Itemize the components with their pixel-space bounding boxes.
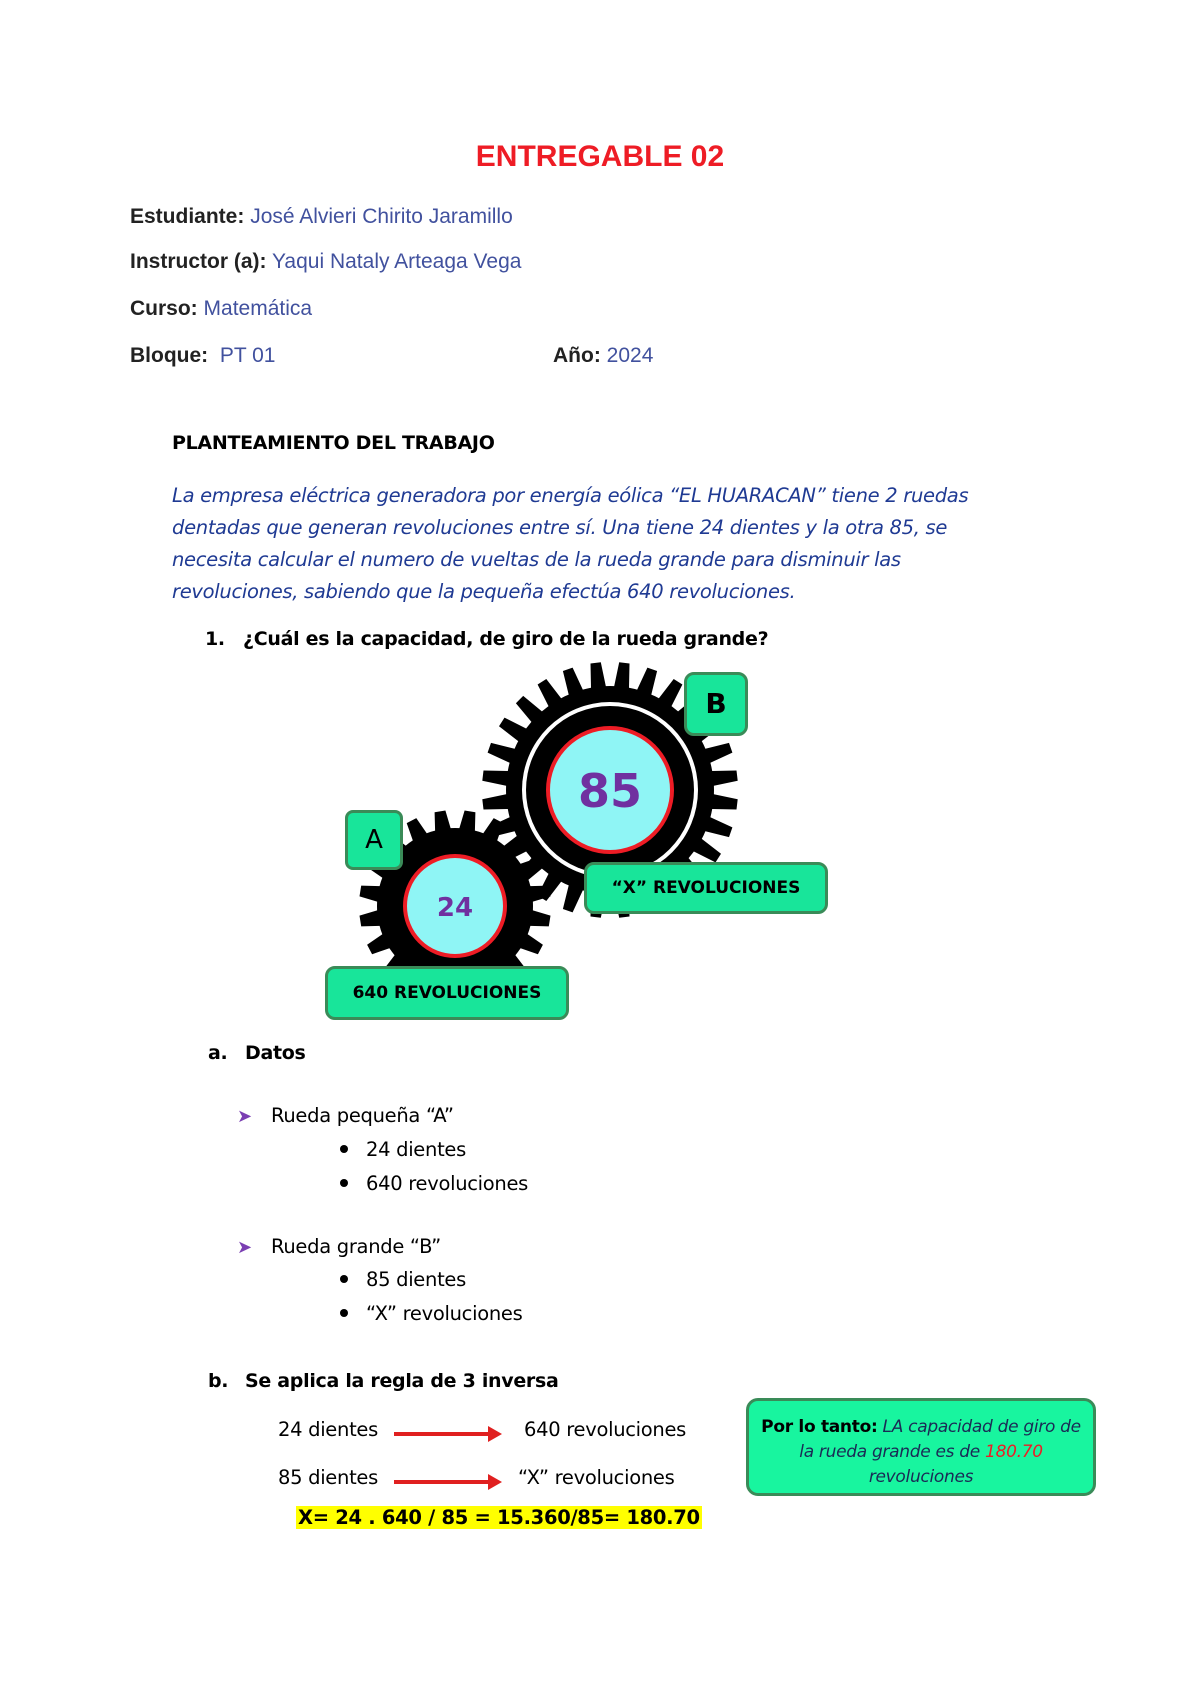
list-item [340,1172,528,1195]
conclusion-text-2: la rueda grande es de [799,1442,986,1462]
rule-row1-left: 24 dientes [278,1418,378,1441]
wheel-b-heading [237,1235,441,1258]
conclusion-text-1: LA capacidad de giro de [877,1417,1081,1437]
statement-line: dentadas que generan revoluciones entre sí. Una tiene 24 dientes y la otra 85, se [172,516,948,539]
student-value: José Alvieri Chirito Jaramillo [250,205,513,228]
red-arrow-icon [394,1432,492,1436]
gear-a-label: A [345,810,403,870]
year-label: Año: [553,344,601,367]
wheel-a-heading [237,1104,454,1127]
question-text: ¿Cuál es la capacidad, de giro de la rueda grande? [243,628,769,650]
rule-title: Se aplica la regla de 3 inversa [245,1370,559,1392]
data-letter: a. [208,1042,228,1064]
instructor-line [130,250,521,274]
student-line: Estudiante: José Alvieri Chirito Jaramillo [130,205,513,228]
statement-line: revoluciones, sabiendo que la pequeña efectúa 640 revoluciones. [172,580,796,603]
gear-b-revolutions-tag: “X” REVOLUCIONES [584,862,828,914]
student-label: Estudiante [130,205,238,228]
list-item [340,1268,466,1291]
document-title: ENTREGABLE 02 [475,140,725,173]
conclusion-bold: Por lo tanto: [761,1417,878,1437]
section-title: PLANTEAMIENTO DEL TRABAJO [172,432,495,454]
rule-row1-right: 640 revoluciones [524,1418,687,1441]
year-line [553,344,653,368]
rule-row2-right: “X” revoluciones [518,1466,675,1489]
bullet-icon [340,1275,348,1283]
conclusion-line-3 [749,1465,1093,1490]
block-label: Bloque: [130,344,209,367]
bullet-icon [340,1145,348,1153]
list-item [340,1138,466,1161]
wheel-b-title: Rueda grande “B” [271,1235,441,1258]
small-gear-teeth-count: 24 [436,893,474,923]
instructor-value: Yaqui Nataly Arteaga Vega [271,250,522,273]
data-heading [208,1042,306,1064]
block-line [130,344,275,368]
statement-line: necesita calcular el numero de vueltas de la rueda grande para disminuir las [172,548,901,571]
arrow-bullet-icon: ➤ [237,1237,252,1258]
rule-letter: b. [208,1370,229,1392]
conclusion-line-2 [749,1440,1093,1465]
list-item [340,1302,522,1325]
big-gear-teeth-count: 85 [577,764,643,818]
block-value: PT 01 [219,344,276,367]
gear-b-label: B [684,672,748,736]
rule-heading [208,1370,559,1392]
red-arrow-icon [394,1480,492,1484]
problem-statement [172,480,1032,608]
conclusion-value: 180.70 [985,1442,1043,1462]
data-title: Datos [245,1042,306,1064]
gear-a-revolutions-tag: 640 REVOLUCIONES [325,966,569,1020]
conclusion-line-1 [749,1415,1093,1440]
course-value: Matemática [203,297,313,320]
instructor-label: Instructor (a): [130,250,267,273]
question-number: 1. [205,628,225,650]
list-item-text: 24 dientes [366,1138,466,1161]
year-value: 2024 [606,344,654,367]
list-item-text: 640 revoluciones [366,1172,529,1195]
rule-row2-left: 85 dientes [278,1466,378,1489]
bullet-icon [340,1179,348,1187]
list-item-text: 85 dientes [366,1268,466,1291]
course-line [130,297,312,321]
course-label: Curso: [130,297,198,320]
wheel-a-title: Rueda pequeña “A” [271,1104,454,1127]
formula: X= 24 . 640 / 85 = 15.360/85= 180.70 [298,1506,700,1529]
statement-line: La empresa eléctrica generadora por energía eólica “EL HUARACAN” tiene 2 ruedas [172,484,969,507]
list-item-text: “X” revoluciones [366,1302,523,1325]
conclusion-text-3: revoluciones [868,1467,974,1487]
conclusion-box [746,1398,1096,1496]
bullet-icon [340,1309,348,1317]
arrow-bullet-icon: ➤ [237,1106,252,1127]
